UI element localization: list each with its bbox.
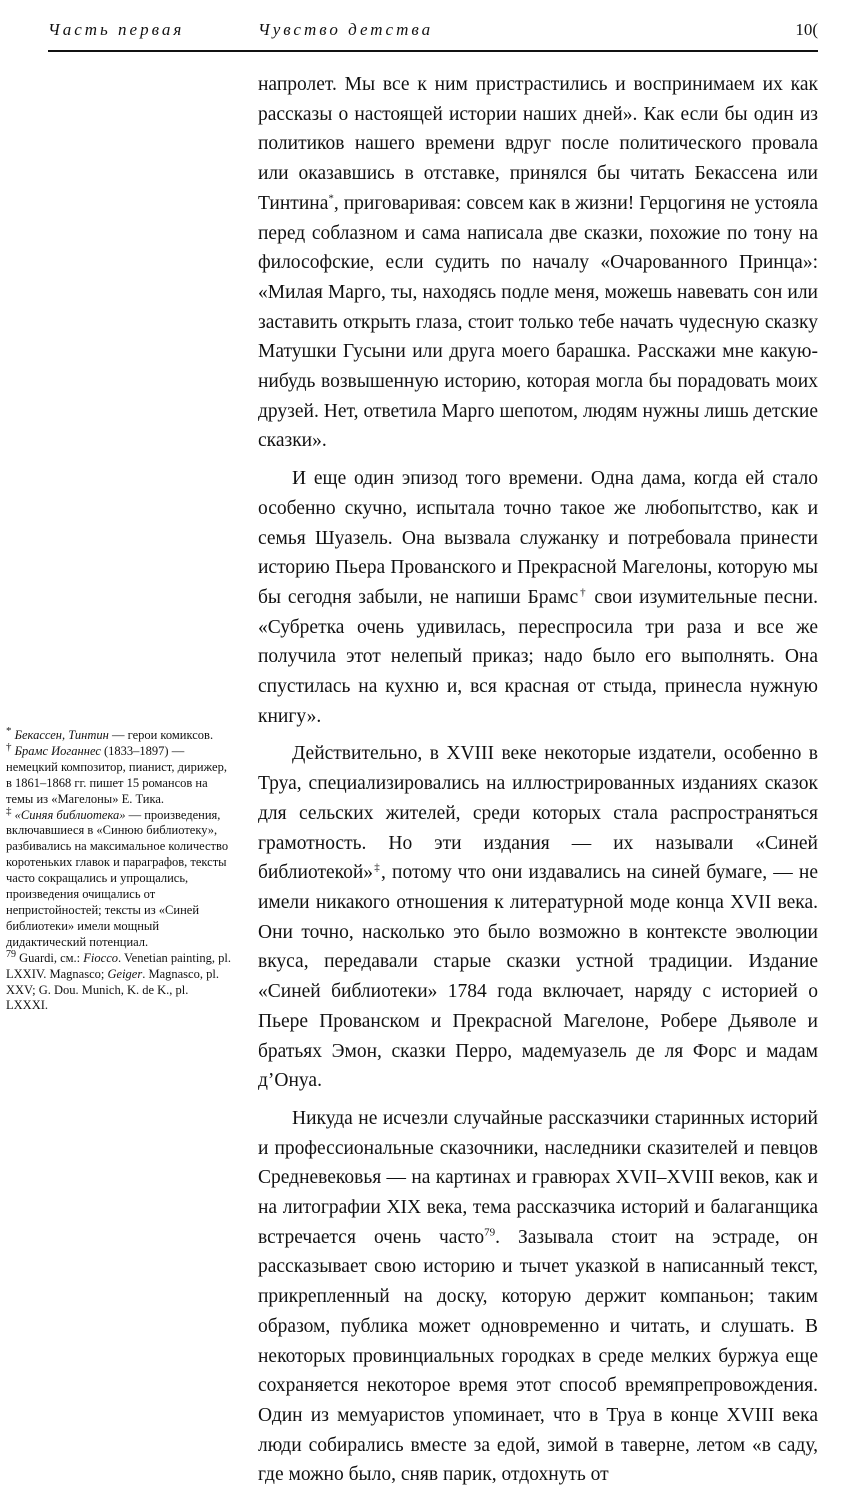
note-double-dagger	[6, 804, 232, 951]
paragraph-3-text-b: , потому что они издавались на синей бумаге, — не имели никакого отношения к литературной моде конца XVII века. Они точно, насколько это было возможно в контексте эволюции вкуса, передавали старые сказки устной традиции. Издание «Синей библиотеки» 1784 года включает, наряду с историей о Пьере Прованском и Прекрасной Магелоне, Робере Дьяволе и братьях Эмон, сказки Перро, мадемуазель де ля Форс и мадам д’Онуа.	[258, 862, 819, 1092]
running-header	[48, 16, 818, 52]
note-text: Guardi, см.:	[16, 950, 84, 965]
note-term: Брамс Иоганнес	[14, 743, 101, 758]
note-asterisk	[6, 724, 232, 744]
endnote-ref-79: 79	[484, 1226, 496, 1239]
header-rule	[48, 50, 818, 52]
main-text	[258, 70, 818, 1490]
paragraph-1	[258, 70, 818, 456]
note-text: (1833–1897) — немецкий композитор, пианист, дирижер, в 1861–1868 гг. пишет 15 романсов на темы из «Магелоны» Е. Тика.	[6, 743, 227, 806]
note-79	[6, 948, 232, 1015]
footnote-ref-dagger: †	[578, 586, 588, 599]
footnote-ref-double-dagger: ‡	[373, 861, 382, 874]
margin-notes	[6, 724, 232, 1014]
paragraph-4-text-b: . Зазывала стоит на эстраде, он рассказывает свою историю и тычет указкой в написанный текст, прикрепленный на доску, которую держит компаньон; таким образом, публика может одновременно и читать, и слушать. В некоторых провинциальных городках в среде мелких буржуа еще сохраняется некоторое время этот способ времяпрепровождения. Один из мемуаристов упоминает, что в Труа в конце XVIII века люди собирались вместе за едой, зимой в таверне, летом «в саду, где можно было, сняв парик, отдохнуть от	[258, 1226, 818, 1486]
note-mark: ‡	[6, 804, 12, 817]
paragraph-1-text-a: напролет. Мы все к ним пристрастились и воспринимаем их как рассказы о настоящей истории наших дней». Как если бы один из политиков нашего времени вдруг после политического провала или оказавшись в отставке, принялся бы читать Бекассена или Тинтина	[258, 74, 818, 214]
note-text: — герои комиксов.	[108, 728, 214, 742]
paragraph-2	[258, 464, 818, 731]
paragraph-2-text-b: свои изумительные песни. «Субретка очень удивилась, переспросила три раза и все же получила этот нелепый приказ; надо было его выполнять. Она спустилась на кухню и, вся красная от стыда, принесла нужную книгу».	[258, 586, 818, 727]
paragraph-4	[258, 1104, 818, 1490]
note-text: . Venetian painting, pl. LXXIV. Magnasco;	[6, 950, 231, 981]
page-number: 10(	[795, 20, 818, 39]
note-text: — произведения, включавшиеся в «Синюю библиотеку», разбивались на максимальное количество коротеньких главок и параграфов, тексты часто сокращались и упрощались, произведения очищались от непристойностей; тексты из «Синей библиотеки» имели мощный дидактический потенциал.	[6, 807, 229, 949]
note-term: Бекассен, Тинтин	[14, 728, 109, 742]
note-text: . Magnasco, pl. XXV; G. Dou. Munich, K. de K., pl. LXXXI.	[6, 966, 219, 1013]
paragraph-3	[258, 739, 818, 1095]
paragraph-3-text-a: Действительно, в XVIII веке некоторые издатели, особенно в Труа, специализировались на иллюстрированных изданиях сказок для сельских жителей, среди которых стала распространяться грамотность. Но эти издания — их называли «Синей библиотекой»	[258, 743, 818, 884]
paragraph-1-text-b: , приговаривая: совсем как в жизни! Герцогиня не устояла перед соблазном и сама написала две сказки, похожие по тону на философские, если судить по началу «Очарованного Принца»: «Милая Марго, ты, находясь подле меня, можешь навевать сон или заставить открыть глаза, стоит только тебе начать чудесную сказку Матушки Гусыни или друга моего барашка. Расскажи мне какую-нибудь возвышенную историю, которая могла бы порадовать моих друзей. Нет, ответила Марго шепотом, людям нужны лишь детские сказки».	[258, 192, 818, 452]
note-number: 79	[6, 948, 16, 960]
footnote-ref-asterisk: *	[328, 192, 334, 205]
note-term: «Синяя библиотека»	[14, 807, 126, 822]
note-mark: †	[6, 740, 12, 753]
paragraph-4-text-a: Никуда не исчезли случайные рассказчики старинных историй и профессиональные сказочники, наследники сказителей и певцов Средневековья — на картинах и гравюрах XVII–XVIII веков, как и на литографии XIX века, тема рассказчика историй и балаганщика встречается очень часто	[258, 1107, 818, 1248]
note-mark: *	[6, 724, 12, 737]
running-header-chapter: Чувство детства	[258, 20, 434, 39]
note-reference-author: Geiger	[107, 966, 143, 981]
running-header-part: Часть первая	[48, 20, 185, 39]
note-dagger	[6, 740, 232, 808]
note-reference-author: Fiocco	[83, 950, 118, 965]
paragraph-2-text-a: И еще один эпизод того времени. Одна дама, когда ей стало особенно скучно, испытала точно такое же любопытство, как и семья Шуазель. Она вызвала служанку и потребовала принести историю Пьера Прованского и Прекрасной Магелоны, которую мы бы сегодня забыли, не напиши Брамс	[258, 468, 818, 608]
